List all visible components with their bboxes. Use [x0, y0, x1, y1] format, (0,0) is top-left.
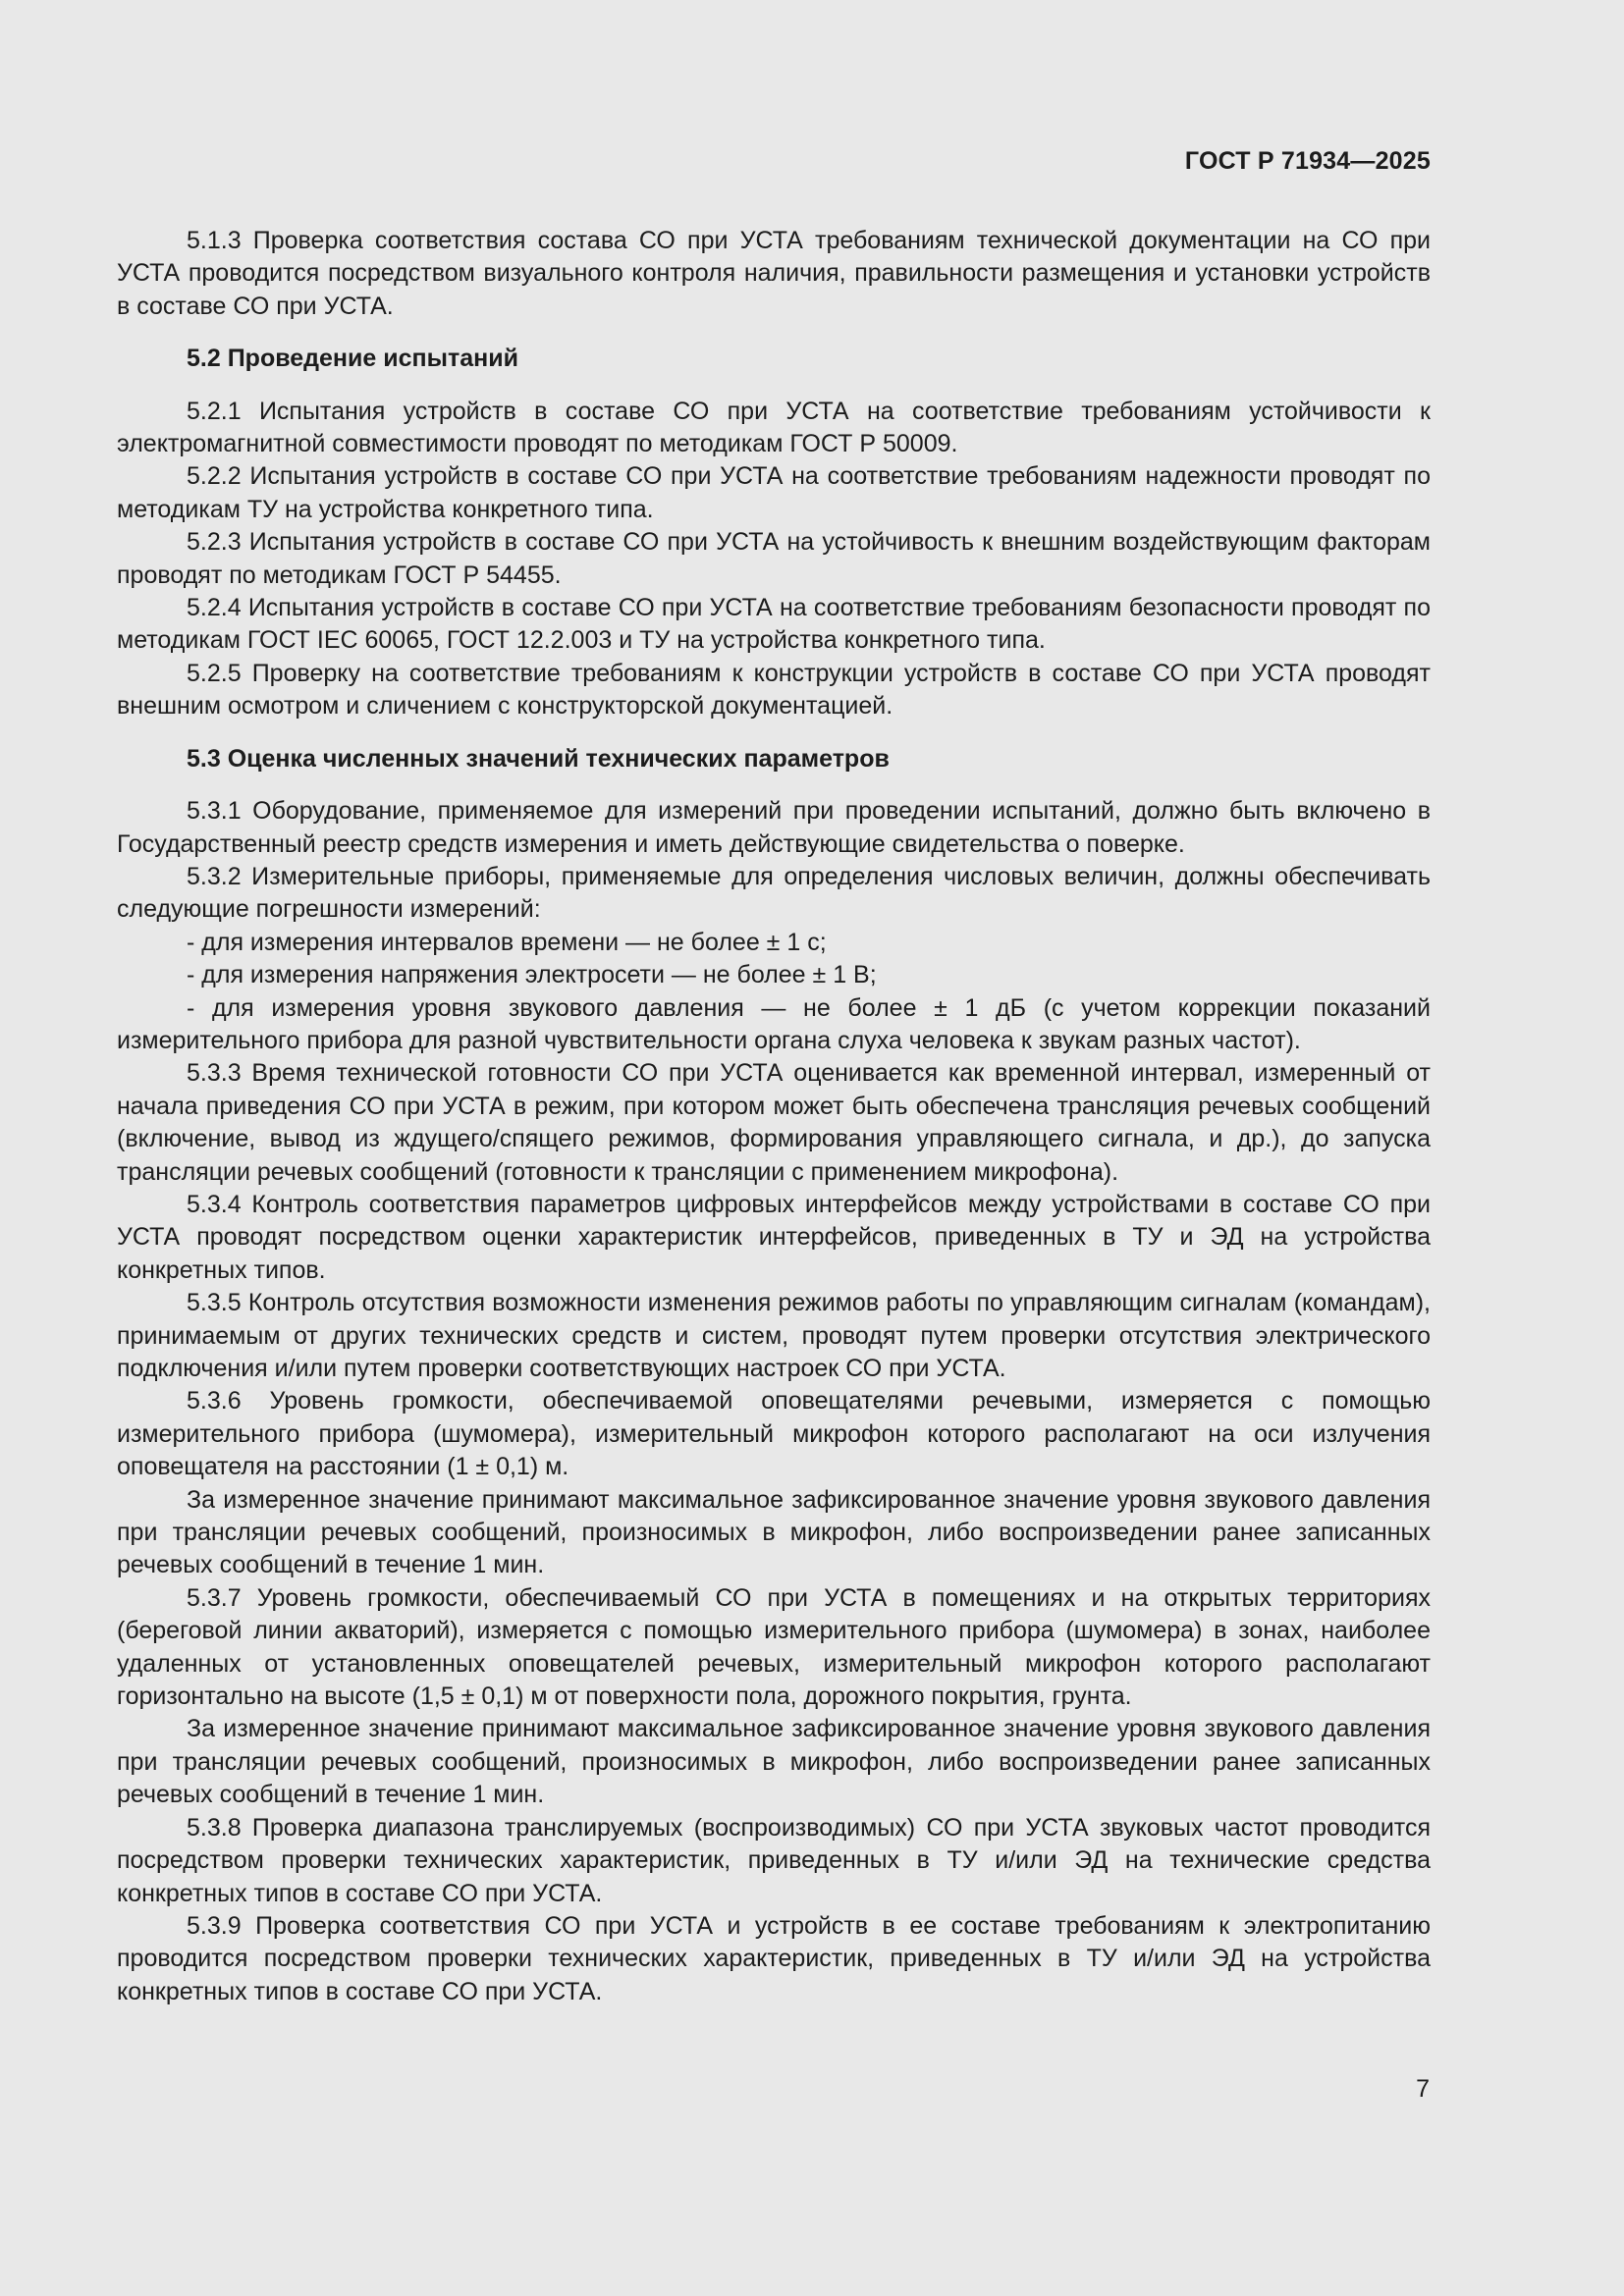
paragraph-5-3-5: 5.3.5 Контроль отсутствия возможности изменения режимов работы по управляющим сигналам (командам), принимаемым от других технических средств и систем, проводят путем проверки отсутствия электрического подключения и/или путем проверки соответствующих настроек СО при УСТА.: [117, 1289, 1431, 1382]
paragraph-5-2-1: 5.2.1 Испытания устройств в составе СО при УСТА на соответствие требованиям устойчивости к электромагнитной совместимости проводят по методикам ГОСТ Р 50009.: [117, 397, 1431, 458]
paragraph-5-3-9: 5.3.9 Проверка соответствия СО при УСТА и устройств в ее составе требованиям к электропитанию проводится посредством проверки технических характеристик, приведенных в ТУ и/или ЭД на устройства конкретных типов в составе СО при УСТА.: [117, 1911, 1431, 2005]
list-item: - для измерения напряжения электросети — не более ± 1 В;: [187, 961, 877, 989]
section-heading-5-2: 5.2 Проведение испытаний: [187, 345, 518, 373]
paragraph-5-3-2: 5.3.2 Измерительные приборы, применяемые для определения числовых величин, должны обеспечивать следующие погрешности измерений:: [117, 862, 1431, 924]
paragraph-5-1-3: 5.1.3 Проверка соответствия состава СО при УСТА требованиям технической документации на СО при УСТА проводится посредством визуального контроля наличия, правильности размещения и установки устройств в составе СО при УСТА.: [117, 227, 1431, 320]
paragraph-5-2-4: 5.2.4 Испытания устройств в составе СО при УСТА на соответствие требованиям безопасности проводят по методикам ГОСТ IEC 60065, ГОСТ 12.2.003 и ТУ на устройства конкретного типа.: [117, 594, 1431, 655]
page-number: 7: [1416, 2075, 1430, 2103]
list-item: - для измерения интервалов времени — не более ± 1 с;: [187, 928, 827, 956]
paragraph-5-2-5: 5.2.5 Проверку на соответствие требованиям к конструкции устройств в составе СО при УСТА проводят внешним осмотром и сличением с конструкторской документацией.: [117, 659, 1431, 721]
paragraph-5-3-6: 5.3.6 Уровень громкости, обеспечиваемой оповещателями речевыми, измеряется с помощью измерительного прибора (шумомера), измерительный микрофон которого располагают на оси излучения оповещателя на расстоянии (1 ± 0,1) м.: [117, 1387, 1431, 1481]
paragraph-5-3-8: 5.3.8 Проверка диапазона транслируемых (воспроизводимых) СО при УСТА звуковых частот проводится посредством проверки технических характеристик, приведенных в ТУ и/или ЭД на технические средства конкретных типов в составе СО при УСТА.: [117, 1813, 1431, 1907]
paragraph-5-3-6-note: За измеренное значение принимают максимальное зафиксированное значение уровня звукового давления при трансляции речевых сообщений, произносимых в микрофон, либо воспроизведении ранее записанных речевых сообщений в течение 1 мин.: [117, 1485, 1431, 1579]
paragraph-5-3-4: 5.3.4 Контроль соответствия параметров цифровых интерфейсов между устройствами в составе СО при УСТА проводят посредством оценки характеристик интерфейсов, приведенных в ТУ и ЭД на устройства конкретных типов.: [117, 1190, 1431, 1284]
paragraph-5-3-7-note: За измеренное значение принимают максимальное зафиксированное значение уровня звукового давления при трансляции речевых сообщений, произносимых в микрофон, либо воспроизведении ранее записанных речевых сообщений в течение 1 мин.: [117, 1715, 1431, 1809]
paragraph-5-3-1: 5.3.1 Оборудование, применяемое для измерений при проведении испытаний, должно быть включено в Государственный реестр средств измерения и иметь действующие свидетельства о поверке.: [117, 797, 1431, 858]
paragraph-5-3-7: 5.3.7 Уровень громкости, обеспечиваемый СО при УСТА в помещениях и на открытых территориях (береговой линии акваторий), измеряется с помощью измерительного прибора (шумомера) в зонах, наиболее удаленных от установленных оповещателей речевых, измерительный микрофон которого располагают горизонтально на высоте (1,5 ± 0,1) м от поверхности пола, дорожного покрытия, грунта.: [117, 1583, 1431, 1711]
list-item: - для измерения уровня звукового давления — не более ± 1 дБ (с учетом коррекции показаний измерительного прибора для разной чувствительности органа слуха человека к звукам разных частот).: [117, 993, 1431, 1054]
section-heading-5-3: 5.3 Оценка численных значений технических параметров: [187, 744, 890, 773]
document-id-header: ГОСТ Р 71934—2025: [1184, 147, 1431, 175]
paragraph-5-2-3: 5.2.3 Испытания устройств в составе СО при УСТА на устойчивость к внешним воздействующим факторам проводят по методикам ГОСТ Р 54455.: [117, 528, 1431, 589]
paragraph-5-2-2: 5.2.2 Испытания устройств в составе СО при УСТА на соответствие требованиям надежности проводят по методикам ТУ на устройства конкретного типа.: [117, 462, 1431, 523]
document-body: [117, 225, 1431, 2008]
paragraph-5-3-3: 5.3.3 Время технической готовности СО при УСТА оценивается как временной интервал, измеренный от начала приведения СО при УСТА в режим, при котором может быть обеспечена трансляция речевых сообщений (включение, вывод из ждущего/спящего режимов, формирования управляющего сигнала, и др.), до запуска трансляции речевых сообщений (готовности к трансляции с применением микрофона).: [117, 1059, 1431, 1186]
